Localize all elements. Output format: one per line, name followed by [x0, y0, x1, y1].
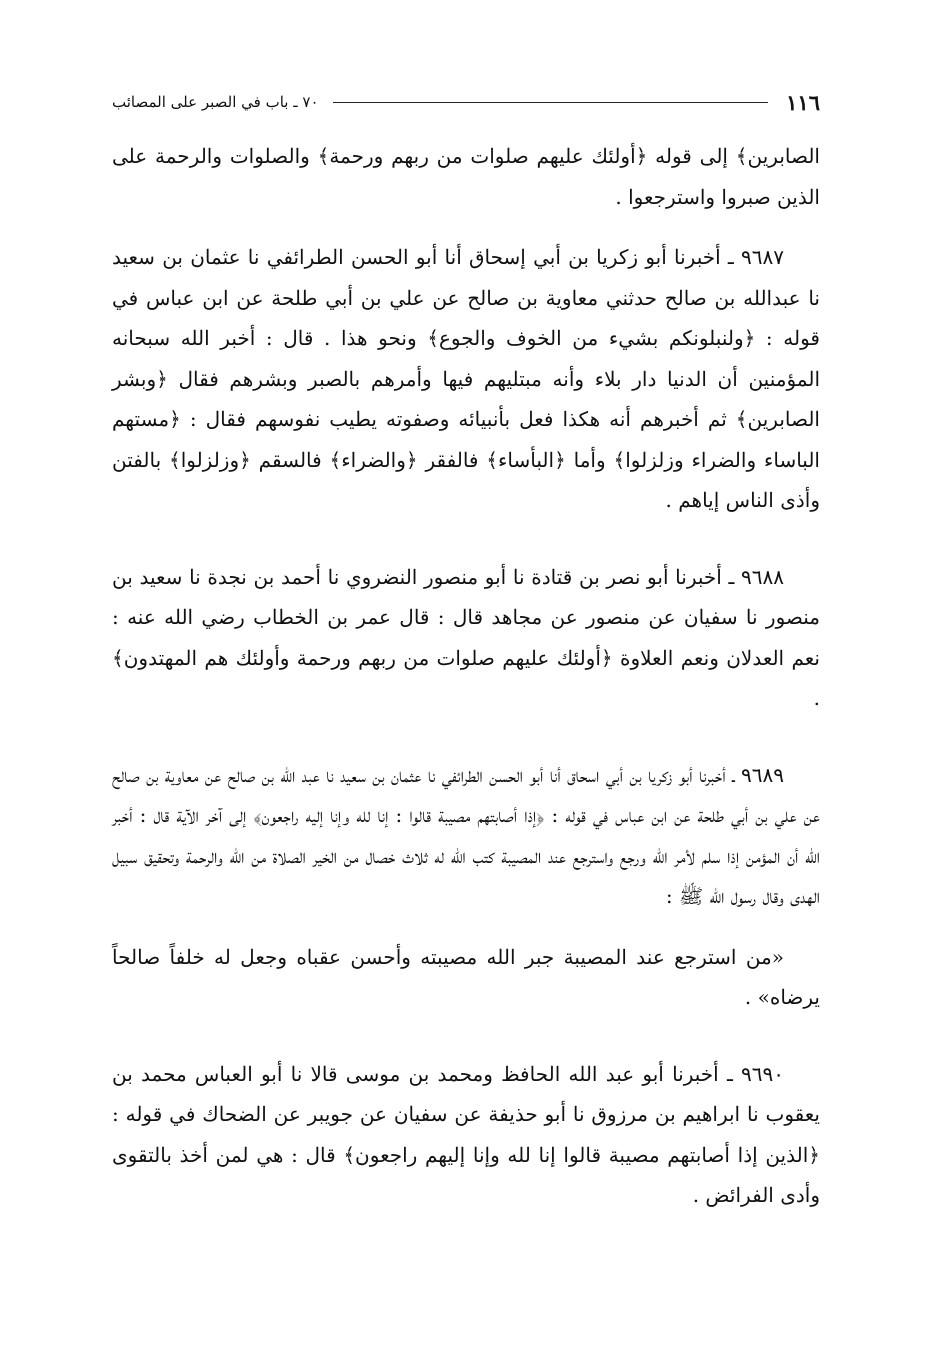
- running-title: ٧٠ ـ باب في الصبر على المصائب: [112, 93, 319, 111]
- paragraph-continuation: الصابرين﴾ إلى قوله ﴿أولئك عليهم صلوات من ربهم ورحمة﴾ والصلوات والرحمة على الذين صبروا واسترجعوا .: [112, 144, 820, 209]
- page-body: [112, 136, 820, 1216]
- paragraph-9690: ٩٦٩٠ ـ أخبرنا أبو عبد الله الحافظ ومحمد بن موسى قالا نا أبو العباس محمد بن يعقوب نا ابراهيم بن مرزوق نا أبو حذيفة عن سفيان عن جويبر عن الضحاك في قوله : ﴿الذين إذا أصابتهم مصيبة قالوا إنا لله وإنا إليهم راجعون﴾ قال : هي لمن أخذ بالتقوى وأدى الفرائض .: [112, 1061, 820, 1207]
- header-divider: [333, 102, 769, 103]
- page-number: ١١٦: [786, 89, 820, 115]
- paragraph-9689: ٩٦٨٩ ـ أخبرنا أبو زكريا بن أبي اسحاق أنا أبو الحسن الطرائفي نا عثمان بن سعيد نا عبد الله بن صالح عن معاوية بن صالح عن علي بن أبي طلحة عن ابن عباس في قوله : ﴿إذا أصابتهم مصيبة قالوا : إنا لله وإنا إليه راجعون﴾ إلى آخر الآية قال : أخبر الله أن المؤمن إذا سلم لأمر الله ورجع واسترجع عند المصيبة كتب الله له ثلاث خصال من الخير الصلاة من الله والرحمة وتحقيق سبيل الهدى وقال رسول الله ﷺ :: [112, 762, 820, 908]
- hadith-quote: «من استرجع عند المصيبة جبر الله مصيبته وأحسن عقباه وجعل له خلفاً صالحاً يرضاه» .: [112, 944, 820, 1009]
- page-header: [112, 82, 820, 122]
- paragraph-9687: ٩٦٨٧ ـ أخبرنا أبو زكريا بن أبي إسحاق أنا أبو الحسن الطرائفي نا عثمان بن سعيد نا عبدالله بن صالح حدثني معاوية بن صالح عن علي بن أبي طلحة عن ابن عباس في قوله : ﴿ولنبلونكم بشيء من الخوف والجوع﴾ ونحو هذا . قال : أخبر الله سبحانه المؤمنين أن الدنيا دار بلاء وأنه مبتليهم فيها وأمرهم بالصبر وبشرهم فقال ﴿وبشر الصابرين﴾ ثم أخبرهم أنه هكذا فعل بأنبيائه وصفوته يطيب نفوسهم فقال : ﴿مستهم الباساء والضراء وزلزلوا﴾ وأما ﴿البأساء﴾ فالفقر ﴿والضراء﴾ فالسقم ﴿وزلزلوا﴾ بالفتن وأذى الناس إياهم .: [112, 245, 820, 512]
- book-page: [112, 82, 820, 1216]
- paragraph-9688: ٩٦٨٨ ـ أخبرنا أبو نصر بن قتادة نا أبو منصور النضروي نا أحمد بن نجدة نا سعيد بن منصور نا سفيان عن منصور عن مجاهد قال : قال عمر بن الخطاب رضي الله عنه : نعم العدلان ونعم العلاوة ﴿أولئك عليهم صلوات من ربهم ورحمة وأولئك هم المهتدون﴾ .: [112, 564, 820, 710]
